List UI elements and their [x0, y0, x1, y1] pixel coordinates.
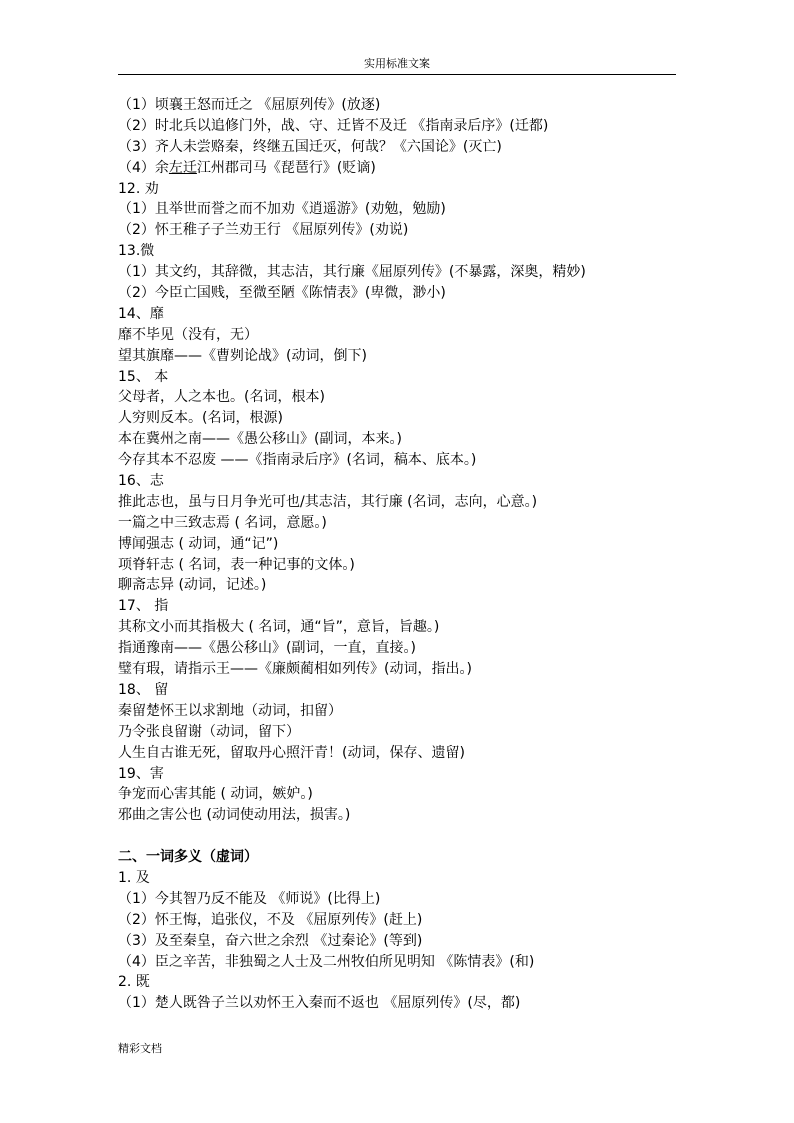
- entry-heading: 18、 留: [118, 681, 169, 698]
- text-line: 父母者，人之本也。(名词，根本): [118, 389, 325, 406]
- text-line: 人生自古谁无死，留取丹心照汗青！(动词，保存、遗留): [118, 744, 465, 761]
- text-line: 靡不毕见（没有，无）: [118, 326, 258, 343]
- page-footer: 精彩文档: [118, 1042, 162, 1055]
- text-line: 本在冀州之南——《愚公移山》(副词，本来。): [118, 431, 402, 448]
- text-line: 望其旗靡——《曹刿论战》(动词，倒下): [118, 347, 367, 364]
- page-header: 实用标准文案: [364, 57, 430, 70]
- text-line: 其称文小而其指极大 ( 名词，通“旨”，意旨，旨趣。): [118, 619, 440, 636]
- text-line: 璧有瑕，请指示王——《廉颇蔺相如列传》(动词，指出。): [118, 661, 472, 678]
- text-line: （1）其文约，其辞微，其志洁，其行廉《屈原列传》(不暴露，深奥，精妙): [118, 264, 586, 281]
- text-line: 乃令张良留谢（动词，留下）: [118, 723, 300, 740]
- text-line: （3）齐人未尝赂秦，终继五国迁灭，何哉？《六国论》(灭亡): [118, 138, 502, 155]
- text-line: 邪曲之害公也 (动词使动用法，损害。): [118, 807, 351, 824]
- text-line: （2）时北兵以追修门外，战、守、迁皆不及迁 《指南录后序》(迁都): [118, 117, 549, 134]
- text-line: （1）今其智乃反不能及 《师说》(比得上): [118, 890, 381, 907]
- text-line: [118, 158, 678, 179]
- text-line: （2）怀王悔，追张仪，不及 《屈原列传》(赶上): [118, 911, 423, 928]
- underlined-text: 左迁: [168, 159, 197, 176]
- text-line: （1）且举世而誉之而不加劝《逍遥游》(劝勉，勉励): [118, 201, 446, 218]
- entry-heading: 14、靡: [118, 305, 164, 322]
- text-line: （1）楚人既咎子兰以劝怀王入秦而不返也 《屈原列传》(尽，都): [118, 995, 521, 1012]
- entry-heading: 19、害: [118, 765, 164, 782]
- entry-heading: 1. 及: [118, 869, 150, 886]
- entry-heading: 17、 指: [118, 598, 169, 615]
- text-line: 人穷则反本。(名词，根源): [118, 410, 283, 427]
- text-line: （2）怀王稚子子兰劝王行 《屈原列传》(劝说): [118, 222, 409, 239]
- entry-heading: 15、 本: [118, 368, 169, 385]
- text-line: 项脊轩志 ( 名词，表一种记事的文体。): [118, 556, 355, 573]
- text-line: 秦留楚怀王以求割地（动词，扣留）: [118, 702, 342, 719]
- text-segment: （4）余: [118, 159, 169, 176]
- text-line: （2）今臣亡国贱，至微至陋《陈情表》(卑微，渺小): [118, 285, 446, 302]
- text-line: 博闻强志 ( 动词，通“记”): [118, 535, 279, 552]
- text-line: 今存其本不忍废 ——《指南录后序》(名词，稿本、底本。): [118, 452, 477, 469]
- text-line: 推此志也，虽与日月争光可也/其志洁，其行廉 (名词，志向，心意。): [118, 493, 538, 510]
- text-line: 争宠而心害其能 ( 动词，嫉妒。): [118, 786, 313, 803]
- entry-heading: 12. 劝: [118, 180, 159, 197]
- text-line: 一篇之中三致志焉 ( 名词，意愿。): [118, 514, 327, 531]
- entry-heading: 13.微: [118, 243, 155, 260]
- text-segment: 江州郡司马《琵琶行》(贬谪): [196, 159, 376, 176]
- text-line: （3）及至秦皇，奋六世之余烈 《过秦论》(等到): [118, 932, 423, 949]
- text-line: 聊斋志异 (动词，记述。): [118, 577, 267, 594]
- text-line: 指通豫南——《愚公移山》(副词，一直，直接。): [118, 640, 416, 657]
- text-line: （1）顷襄王怒而迁之 《屈原列传》(放逐): [118, 97, 381, 113]
- document-body: [118, 95, 678, 1014]
- text-line: （4）臣之辛苦，非独蜀之人士及二州牧伯所见明知 《陈情表》(和): [118, 953, 535, 970]
- blank-line: [118, 826, 678, 847]
- header-divider: [118, 74, 676, 75]
- entry-heading: 2. 既: [118, 974, 150, 991]
- section-heading: 二、一词多义（虚词）: [118, 849, 258, 866]
- entry-heading: 16、志: [118, 473, 164, 490]
